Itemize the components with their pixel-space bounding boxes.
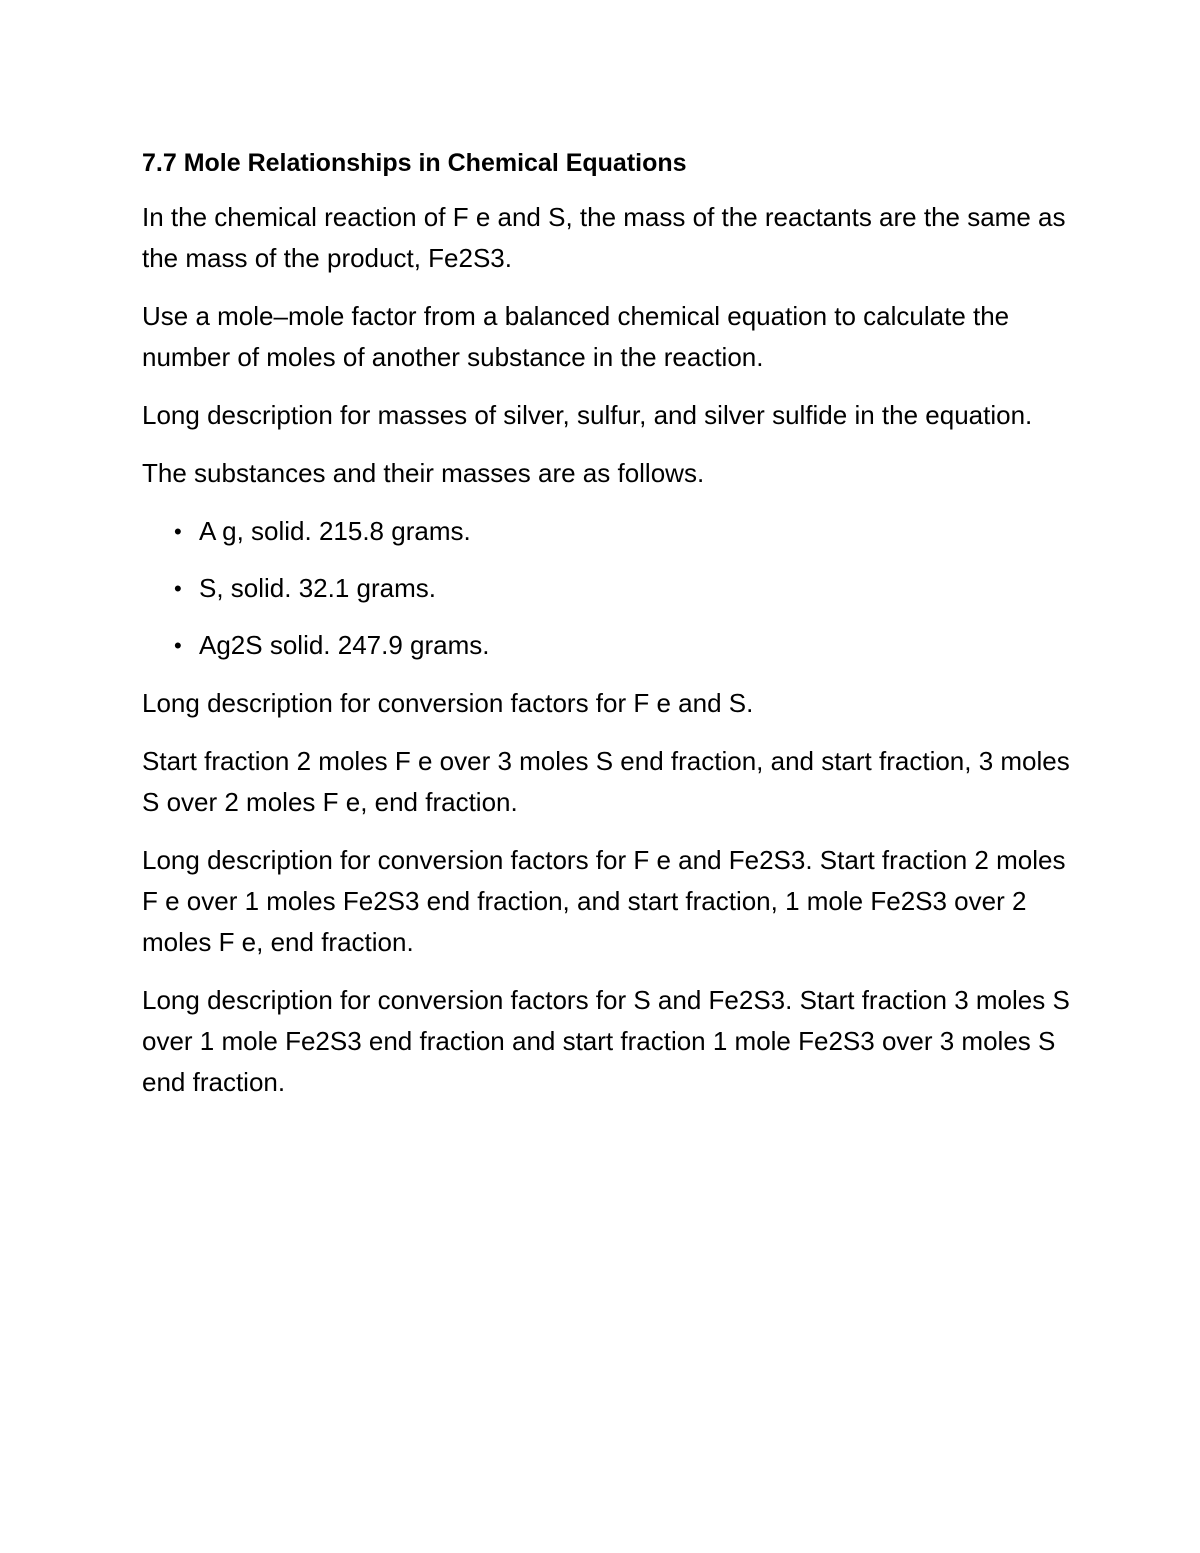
list-item-silver-sulfide	[142, 625, 1072, 666]
paragraph-fraction-fe-s: Start fraction 2 moles F e over 3 moles S end fraction, and start fraction, 3 moles S over 2 moles F e, end fraction.	[142, 746, 1070, 817]
list-item-sulfur	[142, 568, 1072, 609]
list-item-text: Ag2S solid. 247.9 grams.	[199, 630, 490, 660]
paragraph-mole-factor: Use a mole–mole factor from a balanced chemical equation to calculate the number of moles of another substance in the reaction.	[142, 301, 1010, 372]
section-title: 7.7 Mole Relationships in Chemical Equations	[142, 149, 687, 177]
bullet-icon: •	[174, 633, 182, 658]
paragraph-substances-intro: The substances and their masses are as follows.	[142, 458, 705, 488]
list-item-text: S, solid. 32.1 grams.	[199, 573, 436, 603]
paragraph-masses-description: Long description for masses of silver, sulfur, and silver sulfide in the equation.	[142, 400, 1033, 430]
paragraph-conversion-fe-s: Long description for conversion factors for F e and S.	[142, 688, 754, 718]
document-page	[142, 143, 1072, 1120]
bullet-icon: •	[174, 576, 182, 601]
paragraph-conversion-s-fe2s3: Long description for conversion factors for S and Fe2S3. Start fraction 3 moles S over 1 mole Fe2S3 end fraction and start fraction 1 mole Fe2S3 over 3 moles S end fraction.	[142, 985, 1070, 1097]
paragraph-conversion-fe-fe2s3: Long description for conversion factors for F e and Fe2S3. Start fraction 2 moles F e over 1 moles Fe2S3 end fraction, and start fraction, 1 mole Fe2S3 over 2 moles F e, end fraction.	[142, 845, 1066, 957]
bullet-icon: •	[174, 519, 182, 544]
paragraph-reaction-mass: In the chemical reaction of F e and S, the mass of the reactants are the same as the mass of the product, Fe2S3.	[142, 202, 1066, 273]
list-item-text: A g, solid. 215.8 grams.	[199, 516, 471, 546]
substance-mass-list	[142, 511, 1072, 666]
list-item-silver	[142, 511, 1072, 552]
